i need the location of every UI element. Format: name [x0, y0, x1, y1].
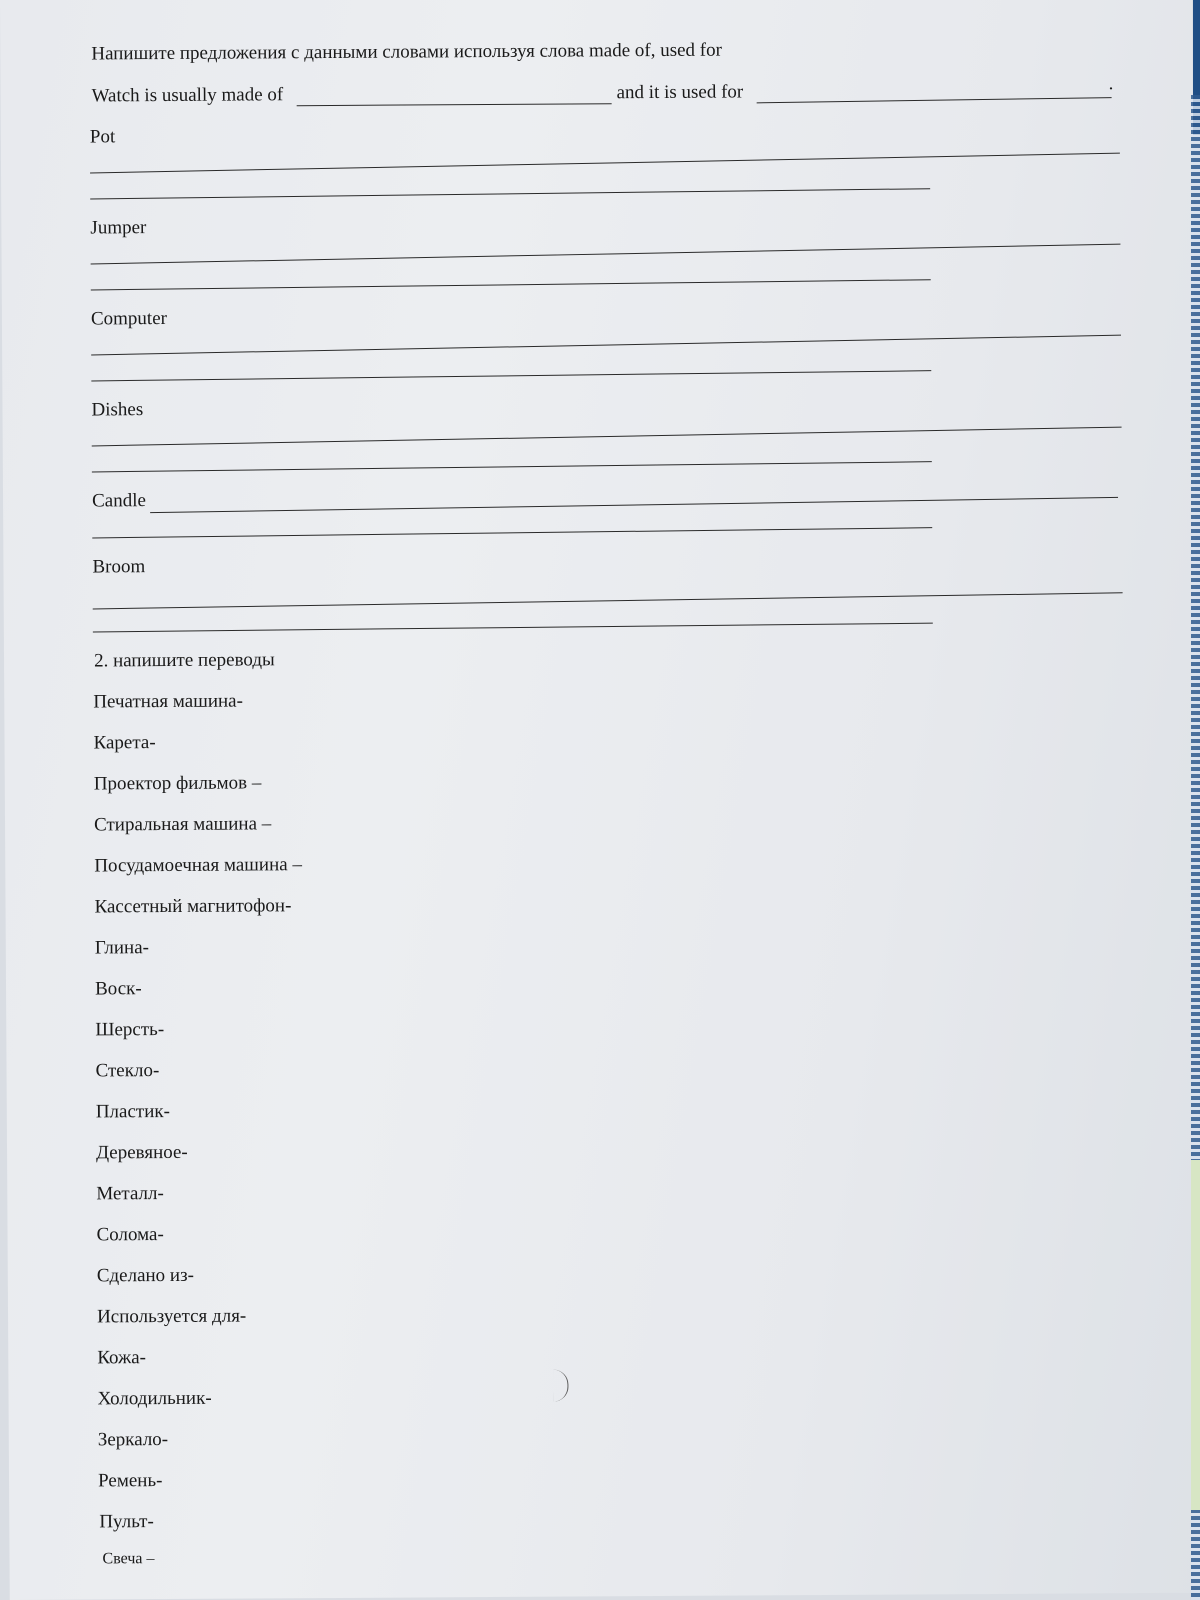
answer-line[interactable] — [92, 527, 932, 538]
translation-item: Стекло- — [95, 1060, 160, 1082]
translation-item: Деревяное- — [95, 1141, 188, 1164]
answer-line[interactable] — [91, 244, 1121, 265]
translation-item: Проектор фильмов – — [93, 772, 262, 795]
word-broom: Broom — [92, 556, 146, 578]
translation-item: Ремень- — [97, 1470, 163, 1492]
example-part2: and it is used for — [616, 81, 744, 104]
translation-item: Металл- — [96, 1183, 164, 1205]
answer-line[interactable] — [757, 97, 1112, 103]
answer-line[interactable] — [91, 370, 931, 381]
answer-line[interactable] — [90, 153, 1120, 174]
word-jumper: Jumper — [90, 217, 147, 239]
translation-item: Стиральная машина – — [93, 813, 272, 836]
translation-item: Зеркало- — [97, 1429, 169, 1451]
task2-title: 2. напишите переводы — [93, 649, 275, 672]
example-end: . — [1108, 73, 1114, 95]
word-candle: Candle — [91, 490, 146, 512]
answer-line[interactable] — [93, 623, 933, 633]
translation-item: Кожа- — [97, 1347, 147, 1369]
answer-line[interactable] — [150, 497, 1118, 513]
translation-item: Пульт- — [99, 1511, 154, 1533]
translation-item: Солома- — [96, 1224, 164, 1246]
answer-line[interactable] — [93, 592, 1123, 609]
translation-item: Сделано из- — [96, 1264, 194, 1287]
word-dishes: Dishes — [91, 399, 144, 421]
translation-item: Посудамоечная машина – — [94, 854, 302, 877]
translation-item: Свеча – — [102, 1550, 155, 1568]
background-edge — [1191, 1160, 1200, 1510]
task1-instruction: Напишите предложения с данными словами используя слова made of, used for — [91, 39, 722, 65]
answer-line[interactable] — [92, 427, 1122, 447]
translation-item: Шерсть- — [95, 1019, 165, 1041]
word-computer: Computer — [90, 307, 168, 330]
translation-item: Кассетный магнитофон- — [94, 895, 292, 918]
translation-item: Пластик- — [95, 1100, 170, 1123]
translation-item: Используется для- — [96, 1305, 247, 1328]
answer-line[interactable] — [90, 188, 930, 199]
answer-line[interactable] — [92, 461, 932, 472]
answer-line[interactable] — [91, 335, 1121, 356]
translation-item: Карета- — [93, 732, 156, 754]
answer-line[interactable] — [297, 103, 612, 106]
example-part1: Watch is usually made of — [91, 84, 284, 107]
translation-item: Глина- — [94, 937, 149, 959]
pen-mark — [553, 1370, 568, 1402]
answer-line[interactable] — [91, 279, 931, 290]
translation-item: Печатная машина- — [93, 690, 243, 713]
translation-item: Воск- — [94, 978, 142, 1000]
translation-item: Холодильник- — [97, 1387, 212, 1410]
word-pot: Pot — [89, 126, 116, 148]
